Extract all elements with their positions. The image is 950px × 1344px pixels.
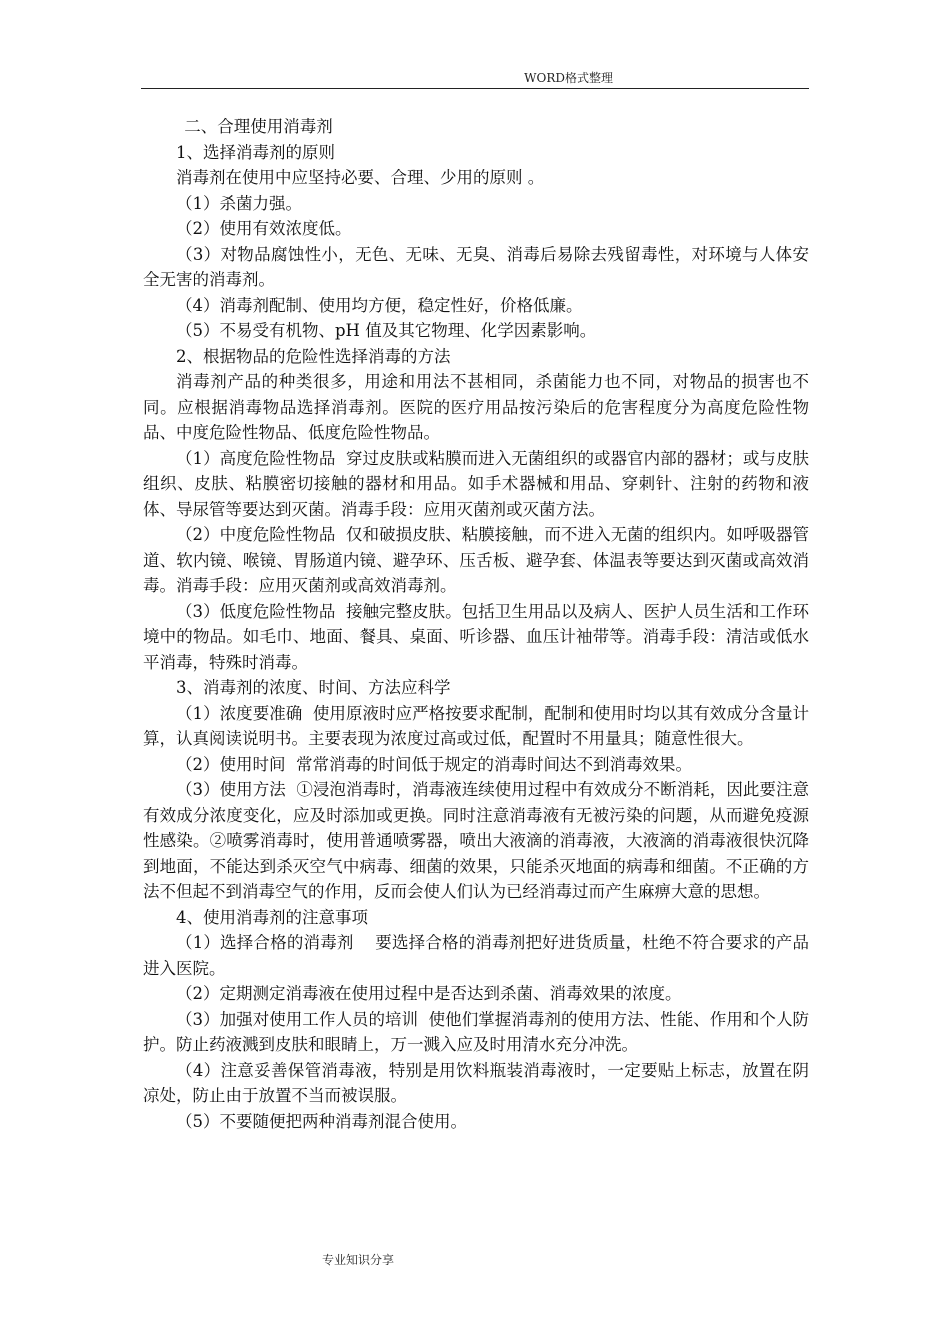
subsection-heading: 2、根据物品的危险性选择消毒的方法 [176, 346, 451, 366]
paragraph: 消毒剂产品的种类很多，用途和用法不甚相同，杀菌能力也不同，对物品的损害也不同。应根据消毒物品选择消毒剂。医院的医疗用品按污染后的危害程度分为高度危险性物品、中度危险性物品、低度危险性物品。 [143, 372, 809, 442]
subsection-heading: 3、消毒剂的浓度、时间、方法应科学 [176, 678, 451, 697]
section-heading: 二、合理使用消毒剂 [184, 117, 333, 136]
list-item: （2）使用时间 常常消毒的时间低于规定的消毒时间达不到消毒效果。 [176, 754, 692, 774]
header-text: WORD格式整理 [524, 71, 613, 85]
list-item: （2）中度危险性物品 仅和破损皮肤、粘膜接触，而不进入无菌的组织内。如呼吸器管道、软内镜、喉镜、胃肠道内镜、避孕环、压舌板、避孕套、体温表等要达到灭菌或高效消毒。消毒手段：应用灭菌剂或高效消毒剂。 [143, 525, 809, 595]
subsection-heading: 1、选择消毒剂的原则 [176, 142, 335, 162]
list-item: （2）定期测定消毒液在使用过程中是否达到杀菌、消毒效果的浓度。 [176, 984, 682, 1003]
list-item: （4）注意妥善保管消毒液，特别是用饮料瓶装消毒液时，一定要贴上标志，放置在阴凉处，防止由于放置不当而被误服。 [143, 1060, 809, 1105]
list-item: （5）不要随便把两种消毒剂混合使用。 [176, 1111, 467, 1131]
list-item: （3）加强对使用工作人员的培训 使他们掌握消毒剂的使用方法、性能、作用和个人防护。防止药液溅到皮肤和眼睛上，万一溅入应及时用清水充分冲洗。 [143, 1009, 809, 1054]
list-item: （3）对物品腐蚀性小，无色、无味、无臭、消毒后易除去残留毒性，对环境与人体安全无害的消毒剂。 [143, 244, 809, 289]
list-item: （1）高度危险性物品 穿过皮肤或粘膜而进入无菌组织的或器官内部的器材；或与皮肤组织、皮肤、粘膜密切接触的器材和用品。如手术器械和用品、穿刺针、注射的药物和液体、导尿管等要达到灭菌。消毒手段：应用灭菌剂或灭菌方法。 [143, 448, 809, 519]
paragraph: 消毒剂在使用中应坚持必要、合理、少用的原则 。 [176, 168, 545, 187]
list-item: （1）浓度要准确 使用原液时应严格按要求配制，配制和使用时均以其有效成分含量计算，认真阅读说明书。主要表现为浓度过高或过低，配置时不用量具；随意性很大。 [143, 703, 809, 748]
list-item: （2）使用有效浓度低。 [176, 219, 352, 238]
list-item: （4）消毒剂配制、使用均方便，稳定性好，价格低廉。 [176, 295, 583, 315]
page-header [141, 70, 809, 89]
list-item: （3）低度危险性物品 接触完整皮肤。包括卫生用品以及病人、医护人员生活和工作环境中的物品。如毛巾、地面、餐具、桌面、听诊器、血压计袖带等。消毒手段：清洁或低水平消毒，特殊时消毒。 [143, 601, 809, 672]
page-footer: 专业知识分享 [322, 1253, 395, 1267]
list-item: （5）不易受有机物、pH 值及其它物理、化学因素影响。 [176, 321, 597, 340]
list-item: （1）选择合格的消毒剂 要选择合格的消毒剂把好进货质量，杜绝不符合要求的产品进入医院。 [143, 933, 809, 978]
list-item: （1）杀菌力强。 [176, 193, 302, 213]
list-item: （3）使用方法 ①浸泡消毒时，消毒液连续使用过程中有效成分不断消耗，因此要注意有效成分浓度变化，应及时添加或更换。同时注意消毒液有无被污染的问题，从而避免疫源性感染。②喷雾消毒时，使用普通喷雾器，喷出大液滴的消毒液，大液滴的消毒液很快沉降到地面，不能达到杀灭空气中病毒、细菌的效果，只能杀灭地面的病毒和细菌。不正确的方法不但起不到消毒空气的作用，反而会使人们认为已经消毒过而产生麻痹大意的思想。 [143, 780, 809, 901]
document-body [143, 114, 809, 1134]
subsection-heading: 4、使用消毒剂的注意事项 [176, 907, 368, 927]
